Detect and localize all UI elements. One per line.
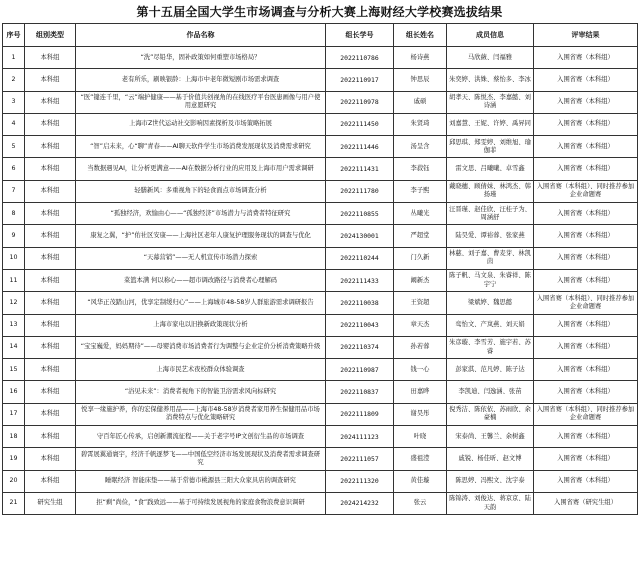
cell-leader: 盛祖滢 (394, 448, 447, 470)
cell-members: 戴晓穗、顾倩妹、林鸿杰、韩扬瑾 (447, 180, 534, 202)
table-row (3, 247, 638, 269)
cell-no: 16 (3, 381, 25, 403)
cell-topic: 康复之翼，“护”佑社区安康——上海社区老年人康复护理服务现状的调查与优化 (76, 225, 326, 247)
cell-result: 入围省赛（本科组） (534, 359, 638, 381)
cell-topic: “天幕营销”——无人机宣传市场潜力探索 (76, 247, 326, 269)
table-row (3, 448, 638, 470)
cell-topic: 上海市Z世代运动社交影响因素探析及市场策略拓展 (76, 113, 326, 135)
header-leader: 组长姓名 (394, 24, 447, 47)
cell-group: 本科组 (25, 136, 76, 158)
cell-topic: 守百年匠心传承，启创新潮流征程——关于老字号IP文创衍生品的市场调查 (76, 426, 326, 448)
cell-no: 15 (3, 359, 25, 381)
cell-group: 本科组 (25, 381, 76, 403)
cell-leader: 门久新 (394, 247, 447, 269)
cell-members: 朱彦璇、李雪芳、施宇若、苏睿 (447, 336, 534, 358)
header-result: 评审结果 (534, 24, 638, 47)
cell-no: 3 (3, 91, 25, 113)
cell-group: 本科组 (25, 336, 76, 358)
cell-leader: 王资超 (394, 292, 447, 314)
cell-group: 研究生组 (25, 492, 76, 514)
cell-no: 17 (3, 403, 25, 425)
cell-no: 9 (3, 225, 25, 247)
cell-student-id: 2022110786 (326, 47, 394, 69)
cell-leader: 严超堂 (394, 225, 447, 247)
cell-leader: 钱一心 (394, 359, 447, 381)
cell-leader: 朱贤琦 (394, 113, 447, 135)
header-no: 序号 (3, 24, 25, 47)
table-header-row (3, 24, 638, 47)
cell-student-id: 2024130001 (326, 225, 394, 247)
cell-leader: 章天杰 (394, 314, 447, 336)
cell-leader: 孙若蓉 (394, 336, 447, 358)
cell-members: 戚锐、杨佳昕、赵文博 (447, 448, 534, 470)
cell-student-id: 2022110043 (326, 314, 394, 336)
cell-members: 刘嘉慧、王妮、许婷、禹昇同 (447, 113, 534, 135)
cell-members: 倪秀洁、陈依依、苏雨欣、余豪楠 (447, 403, 534, 425)
cell-leader: 丛曦光 (394, 203, 447, 225)
cell-members: 邱思琪、郑雯婷、刘维旭、瑜伽菲 (447, 136, 534, 158)
cell-no: 7 (3, 180, 25, 202)
cell-group: 本科组 (25, 203, 76, 225)
cell-members: 林慈、刘子嘉、曹麦芽、林凯茵 (447, 247, 534, 269)
table-row (3, 69, 638, 91)
table-row (3, 314, 638, 336)
cell-student-id: 2024111123 (326, 426, 394, 448)
cell-members: 汪晋瑾、赵佳欣、汪桂子为、周涵舒 (447, 203, 534, 225)
cell-group: 本科组 (25, 470, 76, 492)
cell-group: 本科组 (25, 269, 76, 291)
cell-leader: 汤呈含 (394, 136, 447, 158)
cell-group: 本科组 (25, 47, 76, 69)
cell-topic: 睡眠经济 智能床垫——基于常德市桃源县三阳大众家具店的调查研究 (76, 470, 326, 492)
cell-student-id: 2024214232 (326, 492, 394, 514)
cell-leader: 戚硕 (394, 91, 447, 113)
cell-members: 胡孝天、陈悦杰、李嘉懿、刘诗涵 (447, 91, 534, 113)
cell-student-id: 2022111809 (326, 403, 394, 425)
cell-group: 本科组 (25, 158, 76, 180)
cell-group: 本科组 (25, 91, 76, 113)
cell-topic: “智”启未来，心“聊”青春——AI聊天软件学生市场消费发展现状及消费需求研究 (76, 136, 326, 158)
cell-no: 11 (3, 269, 25, 291)
table-row (3, 47, 638, 69)
cell-student-id: 2022110837 (326, 381, 394, 403)
table-row (3, 136, 638, 158)
cell-no: 19 (3, 448, 25, 470)
cell-no: 2 (3, 69, 25, 91)
cell-result: 入围省赛（本科组） (534, 158, 638, 180)
cell-student-id: 2022111431 (326, 158, 394, 180)
table-row (3, 269, 638, 291)
cell-topic: 轻膳新风：多重视角下的轻食面点市场调查分析 (76, 180, 326, 202)
cell-no: 10 (3, 247, 25, 269)
cell-leader: 田嘉晔 (394, 381, 447, 403)
cell-student-id: 2022111446 (326, 136, 394, 158)
cell-topic: 老有所乐，刷映银龄：上海市中老年微短剧市场需求调查 (76, 69, 326, 91)
cell-leader: 黄佳璇 (394, 470, 447, 492)
cell-topic: 悦享一缘施护养，你的宏保健养用品——上海市48-58岁消费者家用养生保健用品市场消费特点与优化策略研究 (76, 403, 326, 425)
cell-members: 陈锦涛、刘俊达、蒋京京、陆天韵 (447, 492, 534, 514)
cell-result: 入围省赛（本科组） (534, 381, 638, 403)
cell-result: 入围省赛（研究生组） (534, 492, 638, 514)
cell-group: 本科组 (25, 403, 76, 425)
cell-result: 入围省赛（本科组） (534, 426, 638, 448)
cell-student-id: 2022111450 (326, 113, 394, 135)
cell-group: 本科组 (25, 292, 76, 314)
table-row (3, 492, 638, 514)
cell-no: 18 (3, 426, 25, 448)
cell-group: 本科组 (25, 180, 76, 202)
cell-result: 入围省赛（本科组） (534, 203, 638, 225)
cell-result: 入围省赛（本科组）、同时推荐参加企业命题赛 (534, 403, 638, 425)
cell-student-id: 2022110244 (326, 247, 394, 269)
page-title: 第十五届全国大学生市场调查与分析大赛上海财经大学校赛选拔结果 (136, 5, 503, 19)
cell-result: 入围省赛（本科组） (534, 91, 638, 113)
cell-topic: 当数据遇见AI，让分析更满意——AI在数据分析行业的应用及上海市用户需求调研 (76, 158, 326, 180)
cell-group: 本科组 (25, 426, 76, 448)
table-row (3, 180, 638, 202)
cell-topic: 菜篮本满 何以称心——超市调改路径与消费者心理解码 (76, 269, 326, 291)
cell-no: 5 (3, 136, 25, 158)
table-row (3, 113, 638, 135)
cell-student-id: 2022110917 (326, 69, 394, 91)
table-row (3, 203, 638, 225)
table-row (3, 158, 638, 180)
cell-group: 本科组 (25, 225, 76, 247)
cell-leader: 叶晓 (394, 426, 447, 448)
cell-student-id: 2022111780 (326, 180, 394, 202)
table-row (3, 336, 638, 358)
cell-members: 朱奕婷、洪姝、蔡怡多、李冰 (447, 69, 534, 91)
cell-result: 入围省赛（本科组） (534, 448, 638, 470)
cell-members: 鸾怡文、产岚燕、刘天娟 (447, 314, 534, 336)
results-table (2, 23, 638, 515)
cell-no: 4 (3, 113, 25, 135)
cell-members: 陈子帆、马文泉、朱睿祥、陈宇宁 (447, 269, 534, 291)
cell-student-id: 2022110038 (326, 292, 394, 314)
cell-topic: 碧霄展翼通寰宇，经济千帆逐梦飞——中国低空经济市场发展现状及消费者需求调查研究 (76, 448, 326, 470)
cell-members: 马欣薇、闫福雅 (447, 47, 534, 69)
cell-leader: 谢昊彤 (394, 403, 447, 425)
header-topic: 作品名称 (76, 24, 326, 47)
cell-members: 雷文思、吕曦曦、卓雪鑫 (447, 158, 534, 180)
cell-result: 入围省赛（本科组） (534, 314, 638, 336)
cell-no: 6 (3, 158, 25, 180)
cell-result: 入围省赛（本科组） (534, 269, 638, 291)
cell-members: 梁斌婷、魏思懿 (447, 292, 534, 314)
cell-no: 13 (3, 314, 25, 336)
table-row (3, 381, 638, 403)
cell-topic: “浴见未来”：消费者视角下的智能卫浴需求风向标研究 (76, 381, 326, 403)
cell-leader: 李菽钰 (394, 158, 447, 180)
cell-topic: “孤独经济，欢愉由心——“孤独经济”市场潜力与消费者特征研究 (76, 203, 326, 225)
cell-group: 本科组 (25, 448, 76, 470)
cell-student-id: 2022110855 (326, 203, 394, 225)
cell-result: 入围省赛（本科组） (534, 69, 638, 91)
cell-result: 入围省赛（本科组） (534, 336, 638, 358)
cell-no: 1 (3, 47, 25, 69)
cell-result: 入围省赛（本科组） (534, 470, 638, 492)
table-row (3, 426, 638, 448)
cell-members: 彭家淇、范凡婷、陈子达 (447, 359, 534, 381)
cell-group: 本科组 (25, 247, 76, 269)
cell-leader: 杨诗燕 (394, 47, 447, 69)
cell-result: 入围省赛（本科组）、同时推荐参加企业命题赛 (534, 180, 638, 202)
cell-result: 入围省赛（本科组） (534, 47, 638, 69)
table-row (3, 225, 638, 247)
table-row (3, 359, 638, 381)
table-row (3, 470, 638, 492)
header-student-id: 组长学号 (326, 24, 394, 47)
cell-topic: 拒“剩”尚俭，“食”践致远——基于可持续发展视角的家庭食物浪费意识调研 (76, 492, 326, 514)
cell-student-id: 2022110374 (326, 336, 394, 358)
cell-group: 本科组 (25, 69, 76, 91)
cell-topic: 上海市民艺术夜校群众体验调查 (76, 359, 326, 381)
cell-student-id: 2022110987 (326, 359, 394, 381)
cell-group: 本科组 (25, 314, 76, 336)
cell-student-id: 2022110978 (326, 91, 394, 113)
cell-no: 8 (3, 203, 25, 225)
cell-no: 20 (3, 470, 25, 492)
header-group: 组别类型 (25, 24, 76, 47)
cell-result: 入围省赛（本科组） (534, 225, 638, 247)
cell-members: 李凯迪、闫逸涵、张苗 (447, 381, 534, 403)
cell-leader: 阚新杰 (394, 269, 447, 291)
cell-topic: 上海市家电以旧换新政策现状分析 (76, 314, 326, 336)
table-row (3, 403, 638, 425)
cell-topic: “洗”尽铅华，固补政策如何重塑市场格局？ (76, 47, 326, 69)
cell-leader: 李子熙 (394, 180, 447, 202)
cell-result: 入围省赛（本科组） (534, 136, 638, 158)
cell-student-id: 2022111057 (326, 448, 394, 470)
cell-result: 入围省赛（本科组）、同时推荐参加企业命题赛 (534, 292, 638, 314)
table-row (3, 91, 638, 113)
cell-student-id: 2022111320 (326, 470, 394, 492)
cell-no: 14 (3, 336, 25, 358)
cell-result: 入围省赛（本科组） (534, 247, 638, 269)
cell-leader: 张云 (394, 492, 447, 514)
cell-topic: “宝宝巍爱，妈妈期待”——母婴消费市场消费者行为调整与企业定价分析消费策略升级 (76, 336, 326, 358)
cell-topic: “风华正茂踏山河，优享定制缓归心”——上海城市48-58岁人群旅游需求调研报告 (76, 292, 326, 314)
cell-group: 本科组 (25, 359, 76, 381)
cell-group: 本科组 (25, 113, 76, 135)
cell-topic: “医”键连千里，“云”端护健康——基于价值共创视角的在线医疗平台医患画像与用户使用意愿研究 (76, 91, 326, 113)
table-row (3, 292, 638, 314)
cell-no: 12 (3, 292, 25, 314)
header-members: 成员信息 (447, 24, 534, 47)
cell-members: 陆昊爱、谭裕蓉、张家燕 (447, 225, 534, 247)
cell-leader: 钟思辰 (394, 69, 447, 91)
cell-members: 陈思婷、冯熙文、沈宇泰 (447, 470, 534, 492)
cell-no: 21 (3, 492, 25, 514)
cell-members: 宋泰尚、王馨兰、余树鑫 (447, 426, 534, 448)
cell-result: 入围省赛（本科组） (534, 113, 638, 135)
cell-student-id: 2022111433 (326, 269, 394, 291)
